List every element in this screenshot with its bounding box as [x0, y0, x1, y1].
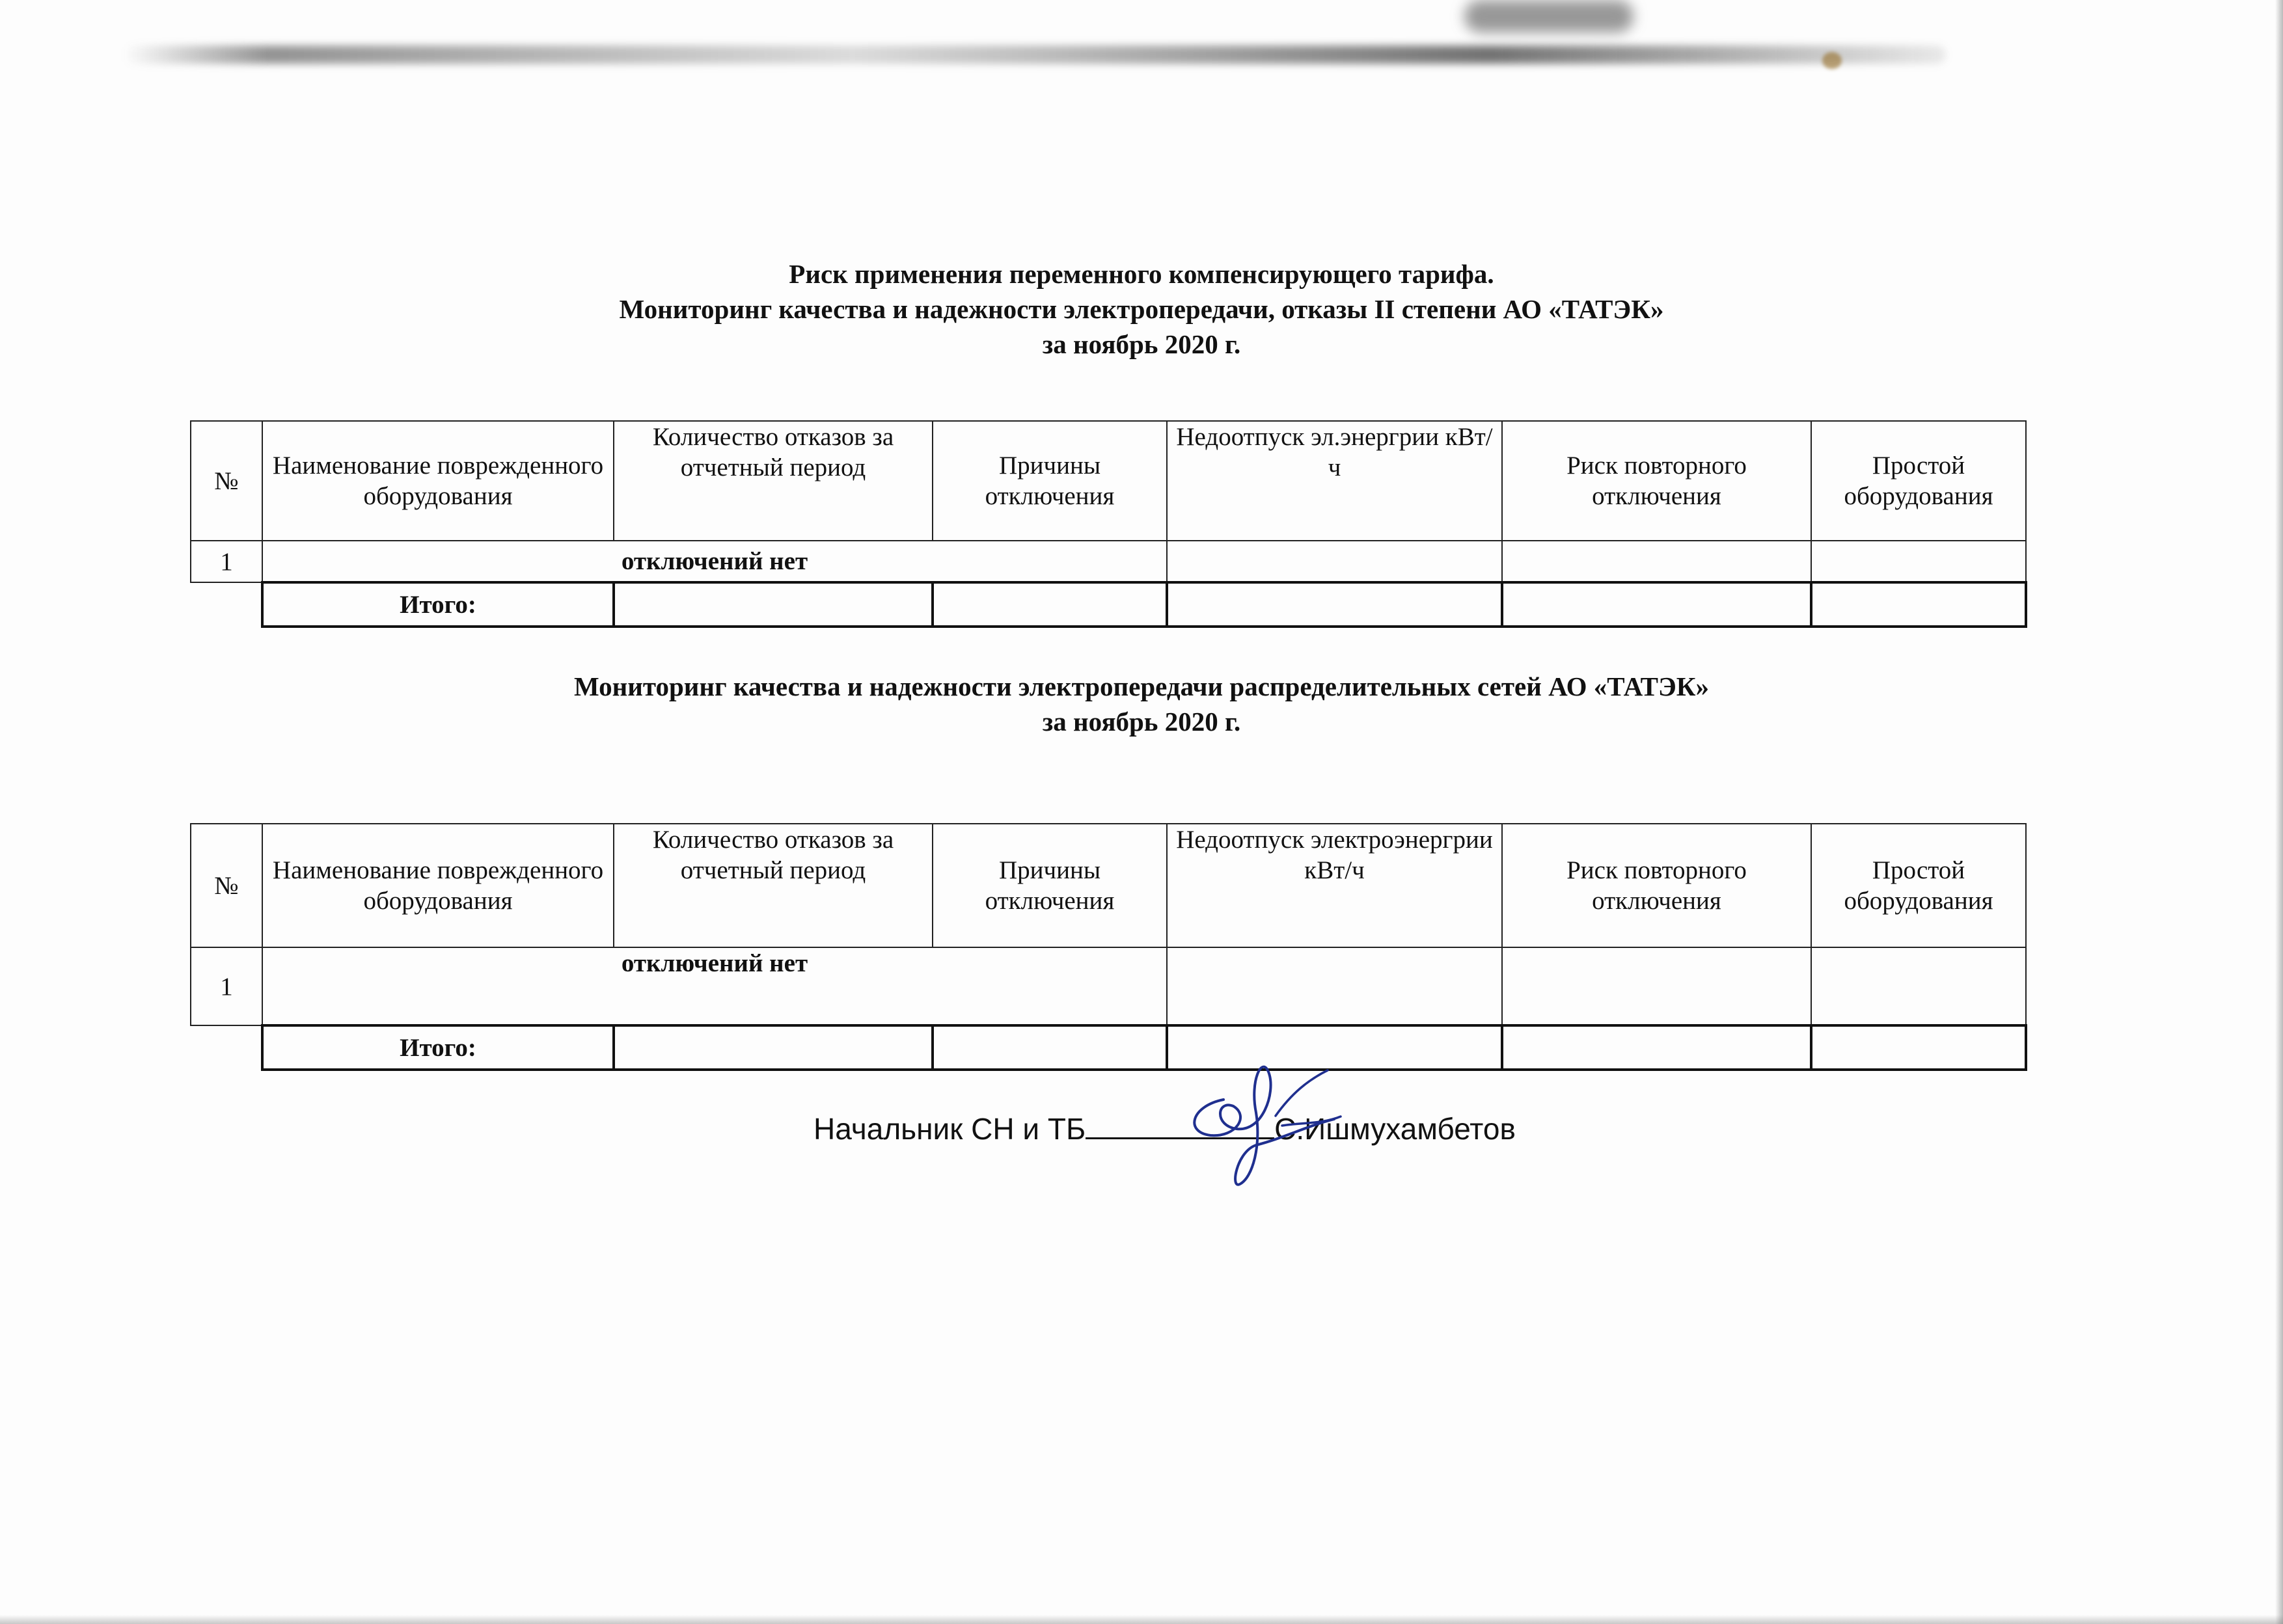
total-blank	[191, 582, 262, 627]
signer-position: Начальник СН и ТБ	[813, 1112, 1086, 1146]
total-cell	[1502, 1025, 1811, 1070]
header-equipment: Наименование поврежденного оборудования	[262, 824, 614, 947]
header-number: №	[191, 421, 262, 541]
total-cell	[1811, 582, 2026, 627]
total-row	[191, 582, 2026, 627]
heading-1-line-2: Мониторинг качества и надежности электропередачи, отказы II степени АО «ТАТЭК»	[619, 294, 1664, 324]
report-heading-2	[0, 669, 2283, 739]
total-row	[191, 1025, 2026, 1070]
total-cell	[1502, 582, 1811, 627]
table-row	[191, 541, 2026, 582]
header-repeat-risk: Риск повторного отключения	[1502, 824, 1811, 947]
row-cell	[1811, 947, 2026, 1025]
row-cell	[1502, 947, 1811, 1025]
header-number: №	[191, 824, 262, 947]
signer-name: С.Ишмухамбетов	[1274, 1112, 1516, 1146]
scan-artifact-bottom	[0, 1615, 2283, 1624]
scan-artifact-smudge	[1464, 0, 1634, 33]
header-undersupply: Недоотпуск эл.энергрии кВт/ч	[1167, 421, 1502, 541]
row-number: 1	[191, 541, 262, 582]
total-label: Итого:	[262, 582, 614, 627]
table-row	[191, 947, 2026, 1025]
total-cell	[1167, 582, 1502, 627]
header-failure-count: Количество отказов за отчетный период	[614, 421, 933, 541]
total-cell	[933, 582, 1167, 627]
row-cell	[1167, 947, 1502, 1025]
header-equipment: Наименование поврежденного оборудования	[262, 421, 614, 541]
handwritten-signature	[1178, 1054, 1373, 1197]
header-failure-count: Количество отказов за отчетный период	[614, 824, 933, 947]
total-label: Итого:	[262, 1025, 614, 1070]
header-causes: Причины отключения	[933, 421, 1167, 541]
signature-line	[813, 1111, 1516, 1146]
heading-2-line-1: Мониторинг качества и надежности электропередачи распределительных сетей АО «ТАТЭК»	[573, 671, 1709, 701]
scan-artifact-edge	[2275, 0, 2283, 1624]
header-downtime: Простой оборудования	[1811, 421, 2026, 541]
report-heading-1	[0, 256, 2283, 362]
total-cell	[614, 582, 933, 627]
table-distribution-networks	[190, 823, 2027, 1071]
scan-artifact-spot	[1822, 52, 1842, 69]
total-cell	[933, 1025, 1167, 1070]
row-cell	[1811, 541, 2026, 582]
row-cell	[1167, 541, 1502, 582]
row-number: 1	[191, 947, 262, 1025]
total-cell	[614, 1025, 933, 1070]
header-undersupply: Недоотпуск электроэнергрии кВт/ч	[1167, 824, 1502, 947]
table-header-row	[191, 824, 2026, 947]
heading-1-line-3: за ноябрь 2020 г.	[1042, 329, 1241, 359]
header-causes: Причины отключения	[933, 824, 1167, 947]
heading-2-line-2: за ноябрь 2020 г.	[1042, 707, 1241, 737]
row-cell	[1502, 541, 1811, 582]
row-note: отключений нет	[262, 947, 1167, 1025]
header-downtime: Простой оборудования	[1811, 824, 2026, 947]
table-failures-level-2	[190, 420, 2027, 628]
heading-1-line-1: Риск применения переменного компенсирующего тарифа.	[789, 259, 1494, 289]
table-header-row	[191, 421, 2026, 541]
row-note: отключений нет	[262, 541, 1167, 582]
total-cell	[1811, 1025, 2026, 1070]
total-blank	[191, 1025, 262, 1070]
scan-artifact-top	[124, 46, 1946, 64]
header-repeat-risk: Риск повторного отключения	[1502, 421, 1811, 541]
